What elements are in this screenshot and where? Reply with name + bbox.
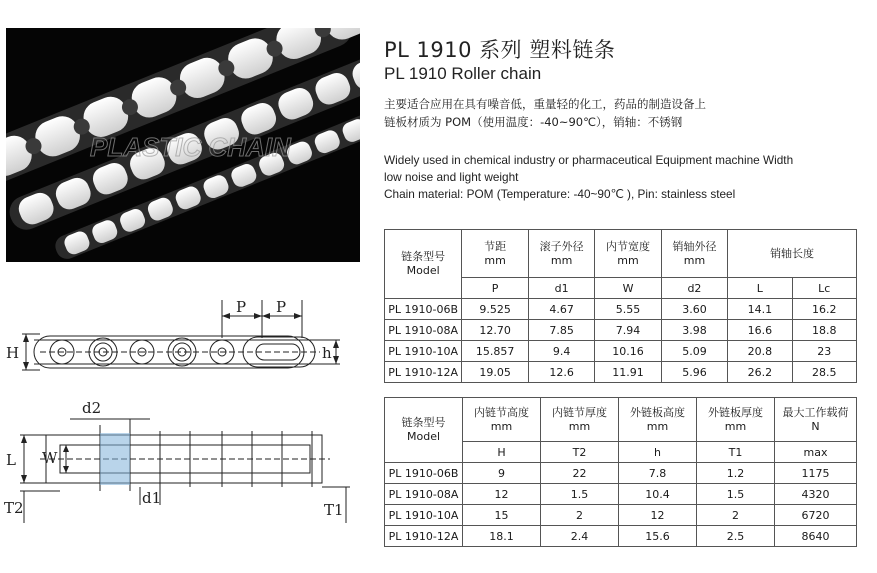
col-header-outer-plate-thickness: 外链板厚度 mm [697,398,775,442]
sym-d1: d1 [528,278,594,299]
label-d2: d2 [82,399,102,417]
sym-l: L [728,278,792,299]
col-header-roller-dia: 滚子外径 mm [528,230,594,278]
table-row: PL 1910-12A 19.05 12.6 11.91 5.96 26.2 28.5 [385,362,857,383]
spec-table-2: 链条型号 Model 内链节高度 mm 内链节厚度 mm 外链板高度 mm 外链板厚度 mm 最大工作载荷 N H T2 h T1 max PL 1910-06B 9 22 7.8 1.2 1175 PL 1910-08A 12 1.5 10.4 1.5 4320 PL 1910-10A 15 2 12 2 6720 PL 1910-12A 18.1 2.4 15.6 2.5 8640 [384,397,857,547]
spec-table-1 [384,229,857,383]
col-header-pitch: 节距 mm [462,230,529,278]
sym-w: W [595,278,661,299]
col-header-outer-plate-height: 外链板高度 mm [619,398,697,442]
label-t2: T2 [4,499,24,517]
col-header-pin-length: 销轴长度 [728,230,857,278]
col-header-pin-dia: 销轴外径 mm [661,230,727,278]
label-w: W [42,449,58,467]
desc-en-line-1: Widely used in chemical industry or pharmaceutical Equipment machine Width [384,153,794,167]
col-header-inner-link-thickness: 内链节厚度 mm [541,398,619,442]
desc-cn-line-1: 主要适合应用在具有噪音低，重量轻的化工，药品的制造设备上 [384,97,706,111]
sym-p: P [462,278,529,299]
label-t1: T1 [324,501,344,519]
label-d1: d1 [142,489,162,507]
chain-top-view-drawing [0,395,360,525]
model-header: 链条型号 Model [385,230,462,299]
label-l: L [6,451,16,469]
table-row: PL 1910-10A 15.857 9.4 10.16 5.09 20.8 23 [385,341,857,362]
sym-lc: Lc [792,278,856,299]
label-h-big: H [6,344,20,362]
desc-en-line-2: low noise and light weight [384,170,519,184]
title-cn: PL 1910 系列 塑料链条 [384,38,616,62]
photo-watermark: PLASTIC CHAIN [90,132,291,162]
desc-cn-line-2: 链板材质为 POM（使用温度：-40~90℃），销轴：不锈钢 [384,115,683,129]
table-row: PL 1910-12A 18.1 2.4 15.6 2.5 8640 [385,526,857,547]
table-row: PL 1910-10A 15 2 12 2 6720 [385,505,857,526]
label-p2: P [276,298,287,316]
label-h-small: h [322,344,332,362]
table-row: PL 1910-06B 9.525 4.67 5.55 3.60 14.1 16.2 [385,299,857,320]
title-en: PL 1910 Roller chain [384,64,542,83]
table-row: PL 1910-08A 12 1.5 10.4 1.5 4320 [385,484,857,505]
col-header-inner-link-height: 内链节高度 mm [463,398,541,442]
chain-side-view-drawing [0,288,360,388]
table-row: PL 1910-08A 12.70 7.85 7.94 3.98 16.6 18.8 [385,320,857,341]
model-header-2: 链条型号 Model [385,398,463,463]
sym-d2: d2 [661,278,727,299]
col-header-inner-width: 内节宽度 mm [595,230,661,278]
table-row: PL 1910-06B 9 22 7.8 1.2 1175 [385,463,857,484]
col-header-max-load: 最大工作载荷 N [775,398,857,442]
product-photo [6,28,360,262]
label-p1: P [236,298,247,316]
desc-en-line-3: Chain material: POM (Temperature: -40~90℃ ), Pin: stainless steel [384,187,736,201]
